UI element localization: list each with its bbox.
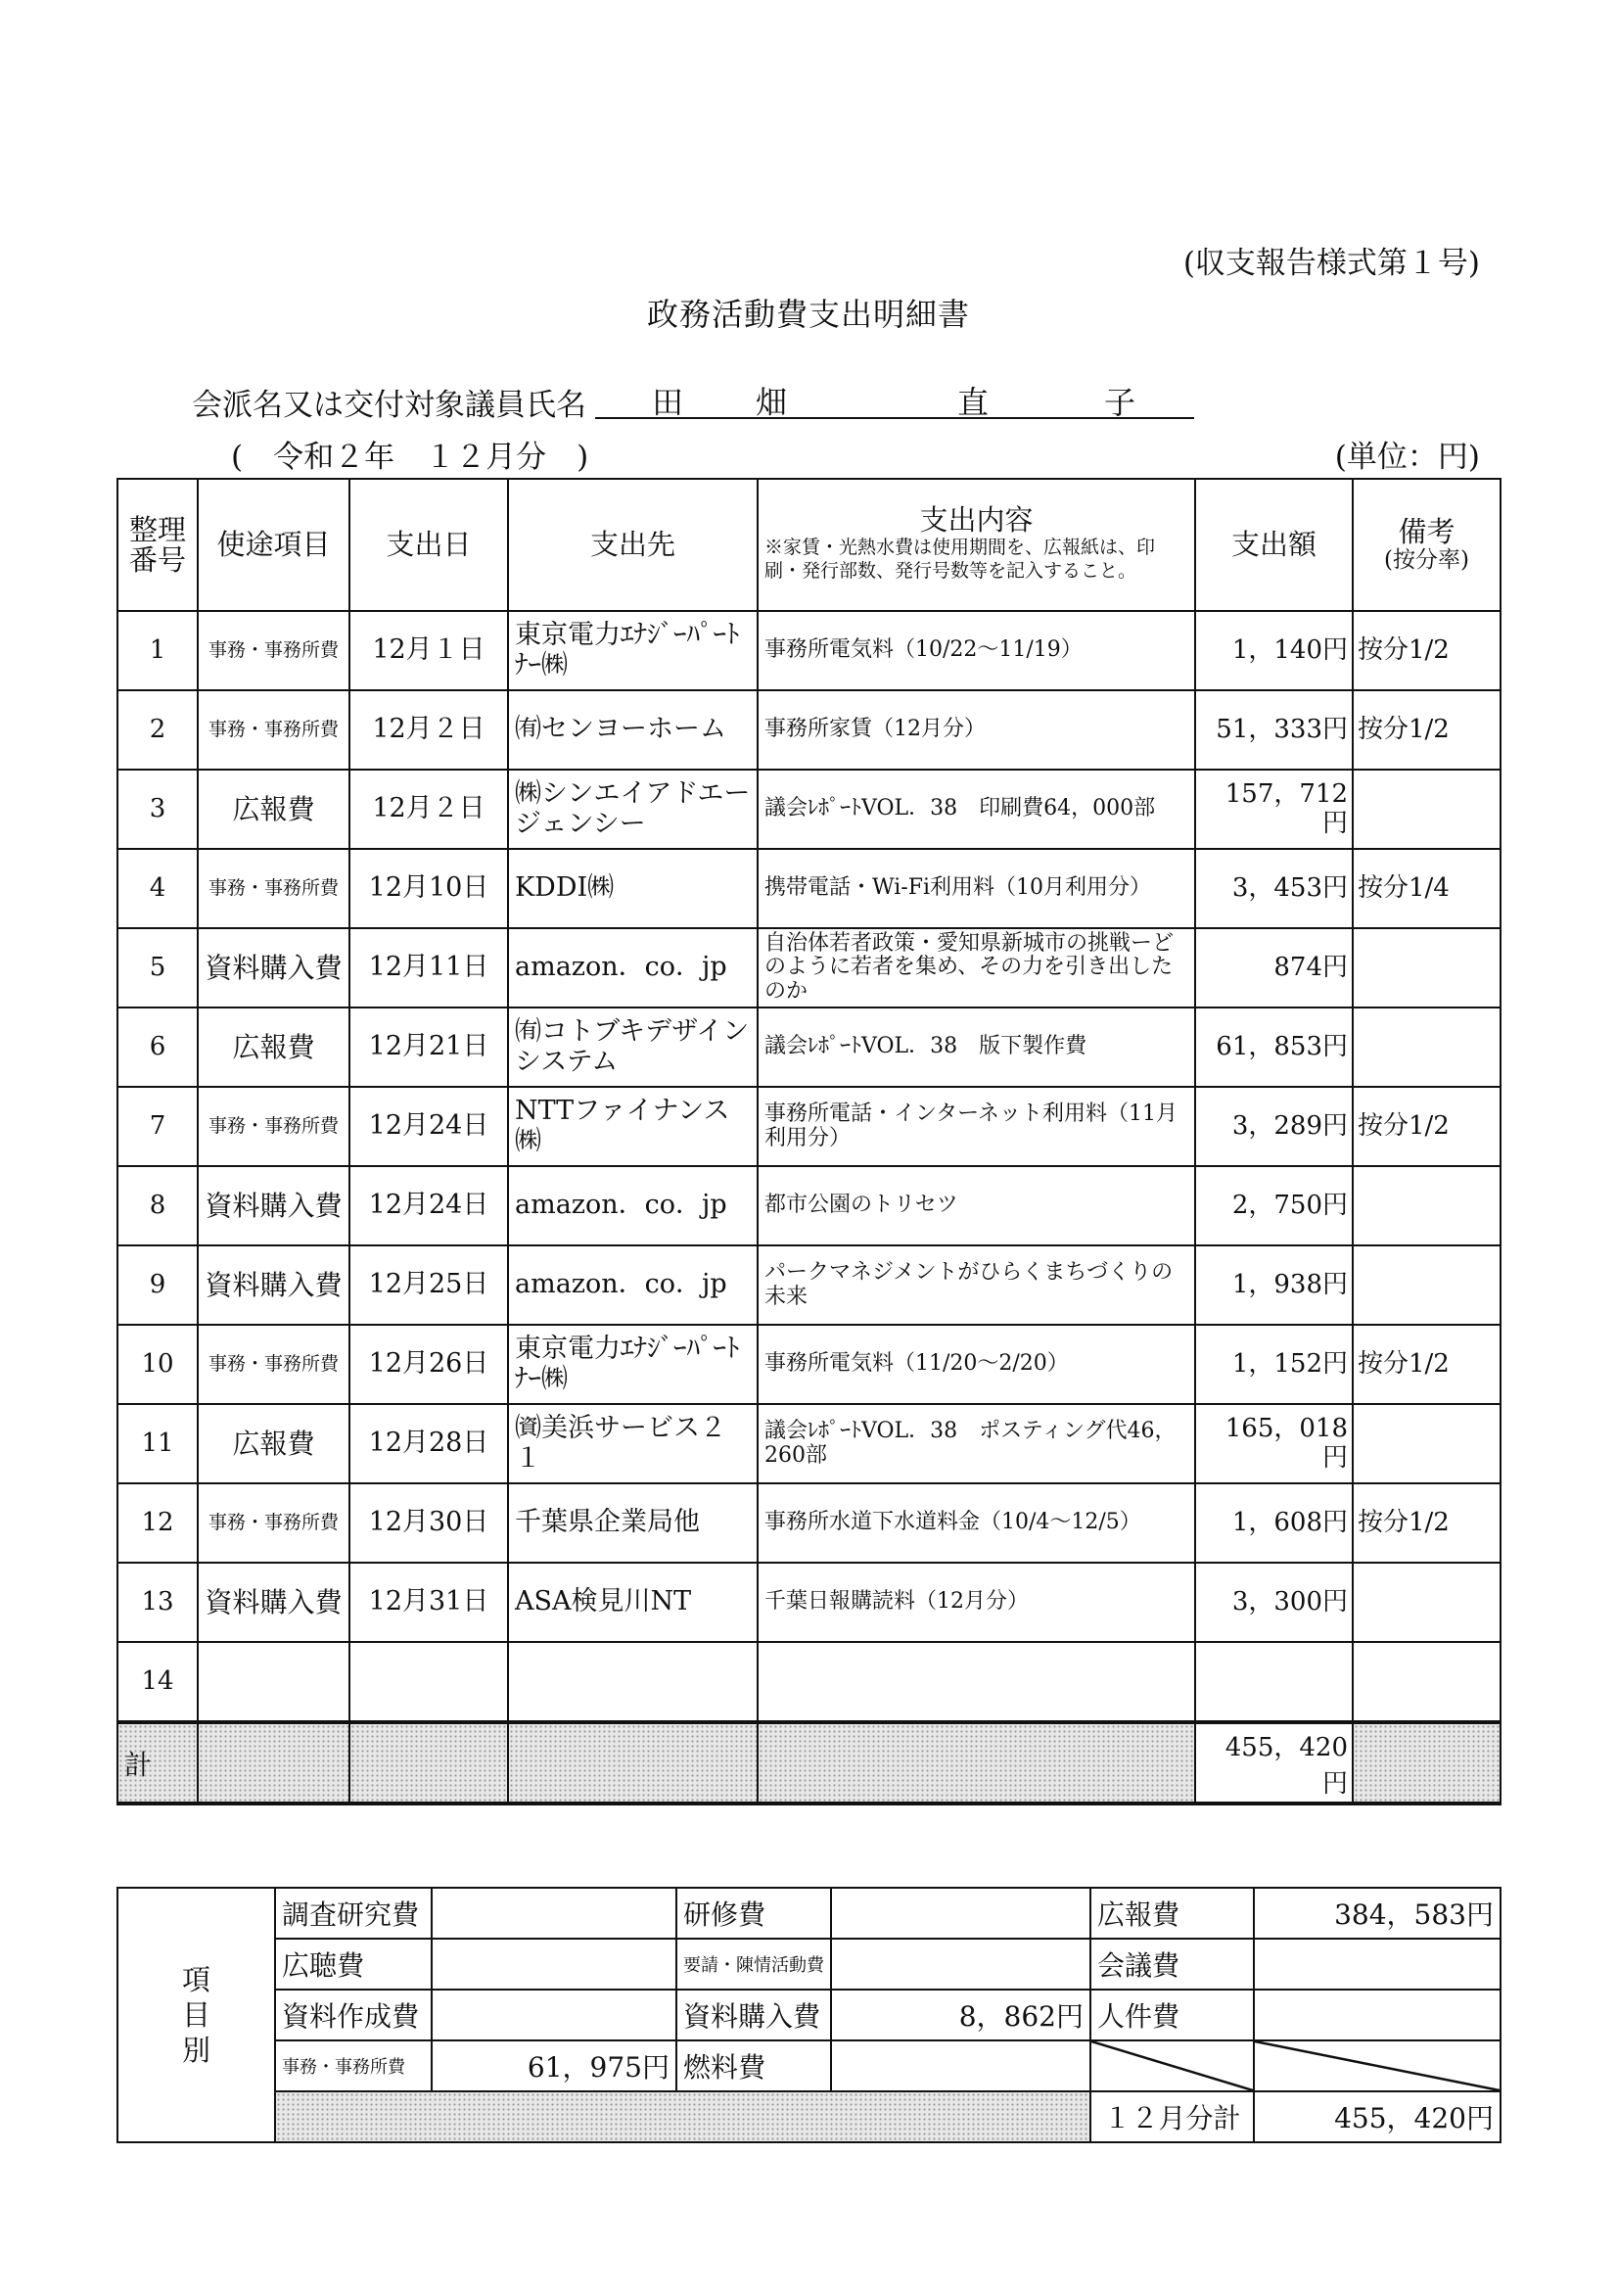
- row-note: [1353, 1642, 1501, 1722]
- row-number: 3: [117, 770, 198, 849]
- row-amount: [1195, 1642, 1353, 1722]
- shaded-cell: [1353, 1722, 1501, 1804]
- row-payee: KDDI㈱: [508, 849, 758, 928]
- name-char: 田: [652, 384, 684, 421]
- row-payee: amazon．co．jp: [508, 1245, 758, 1325]
- table-row: [117, 1404, 1501, 1483]
- row-note: 按分1/4: [1353, 849, 1501, 928]
- row-amount: 3，453円: [1195, 849, 1353, 928]
- row-payee: ㈾美浜サービス２１: [508, 1404, 758, 1483]
- summary-value: [831, 2040, 1090, 2091]
- table-row: [117, 770, 1501, 849]
- summary-value: [432, 1990, 676, 2040]
- row-category: 事務・事務所費: [198, 611, 349, 690]
- table-row: [117, 690, 1501, 770]
- row-note: 按分1/2: [1353, 1483, 1501, 1563]
- row-category: 広報費: [198, 1404, 349, 1483]
- category-summary-table: [116, 1887, 1502, 2143]
- row-payee: ㈲センヨーホーム: [508, 690, 758, 770]
- row-date: 12月28日: [349, 1404, 508, 1483]
- row-date: 12月30日: [349, 1483, 508, 1563]
- row-number: 14: [117, 1642, 198, 1722]
- row-amount: 2，750円: [1195, 1166, 1353, 1245]
- row-note: 按分1/2: [1353, 611, 1501, 690]
- diagonal-cell: [1254, 2040, 1501, 2091]
- row-number: 12: [117, 1483, 198, 1563]
- table-row: [117, 1325, 1501, 1404]
- side-char: 別: [181, 2034, 210, 2068]
- row-note: [1353, 770, 1501, 849]
- unit-label: (単位：円): [1334, 440, 1480, 475]
- summary-label: 資料購入費: [676, 1990, 831, 2040]
- row-content: 議会ﾚﾎﾟｰﾄVOL．38 ポスティング代46，260部: [758, 1404, 1195, 1483]
- table-row: [117, 928, 1501, 1007]
- row-note: [1353, 1404, 1501, 1483]
- name-char: 子: [1104, 384, 1136, 421]
- row-date: [349, 1642, 508, 1722]
- side-char: 項: [181, 1962, 210, 1996]
- row-category: 事務・事務所費: [198, 1483, 349, 1563]
- row-payee: ㈲コトブキデザインシステム: [508, 1007, 758, 1087]
- row-note: 按分1/2: [1353, 690, 1501, 770]
- summary-label: 資料作成費: [275, 1990, 432, 2040]
- table-row: [117, 849, 1501, 928]
- summary-value: [831, 1888, 1090, 1939]
- row-category: 資料購入費: [198, 1166, 349, 1245]
- row-date: 12月24日: [349, 1087, 508, 1166]
- row-number: 9: [117, 1245, 198, 1325]
- header-date: 支出日: [349, 479, 508, 611]
- header-category: 使途項目: [198, 479, 349, 611]
- summary-label: 人件費: [1090, 1990, 1254, 2040]
- row-date: 12月10日: [349, 849, 508, 928]
- row-payee: 千葉県企業局他: [508, 1483, 758, 1563]
- row-amount: 1，152円: [1195, 1325, 1353, 1404]
- row-amount: 1，938円: [1195, 1245, 1353, 1325]
- row-content: 議会ﾚﾎﾟｰﾄVOL．38 印刷費64，000部: [758, 770, 1195, 849]
- row-note: [1353, 1245, 1501, 1325]
- name-char: 直: [957, 384, 990, 421]
- summary-value: [1254, 1990, 1501, 2040]
- row-payee: amazon．co．jp: [508, 1166, 758, 1245]
- table-row: [117, 1245, 1501, 1325]
- row-date: 12月21日: [349, 1007, 508, 1087]
- row-number: 10: [117, 1325, 198, 1404]
- summary-value: [831, 1939, 1090, 1990]
- row-content: [758, 1642, 1195, 1722]
- row-content: 事務所電話・インターネット利用料（11月利用分）: [758, 1087, 1195, 1166]
- row-amount: 1，140円: [1195, 611, 1353, 690]
- summary-value: [1254, 1939, 1501, 1990]
- row-date: 12月26日: [349, 1325, 508, 1404]
- summary-label: 事務・事務所費: [275, 2040, 432, 2091]
- row-note: 按分1/2: [1353, 1325, 1501, 1404]
- row-payee: 東京電力ｴﾅｼﾞｰﾊﾟｰﾄﾅｰ㈱: [508, 611, 758, 690]
- summary-label: 会議費: [1090, 1939, 1254, 1990]
- summary-label: 研修費: [676, 1888, 831, 1939]
- shaded-cell: [349, 1722, 508, 1804]
- row-number: 6: [117, 1007, 198, 1087]
- summary-side-label: [117, 1888, 275, 2142]
- row-number: 8: [117, 1166, 198, 1245]
- row-content: 議会ﾚﾎﾟｰﾄVOL．38 版下製作費: [758, 1007, 1195, 1087]
- row-date: 12月31日: [349, 1563, 508, 1642]
- summary-value: 8，862円: [831, 1990, 1090, 2040]
- row-number: 7: [117, 1087, 198, 1166]
- row-amount: 51，333円: [1195, 690, 1353, 770]
- row-category: 資料購入費: [198, 1245, 349, 1325]
- row-payee: ASA検見川NT: [508, 1563, 758, 1642]
- row-date: 12月２日: [349, 770, 508, 849]
- table-row: [117, 1642, 1501, 1722]
- header-remarks: [1353, 479, 1501, 611]
- summary-value: 61，975円: [432, 2040, 676, 2091]
- row-payee: ㈱シンエイアドエージェンシー: [508, 770, 758, 849]
- row-date: 12月24日: [349, 1166, 508, 1245]
- row-number: 4: [117, 849, 198, 928]
- row-content: 自治体若者政策・愛知県新城市の挑戦ーどのように若者を集め、その力を引き出したのか: [758, 928, 1195, 1007]
- row-note: [1353, 1563, 1501, 1642]
- row-payee: amazon．co．jp: [508, 928, 758, 1007]
- table-row: [117, 1166, 1501, 1245]
- row-date: 12月25日: [349, 1245, 508, 1325]
- row-category: [198, 1642, 349, 1722]
- summary-value: [432, 1939, 676, 1990]
- row-content: 事務所家賃（12月分）: [758, 690, 1195, 770]
- header-payee: 支出先: [508, 479, 758, 611]
- diagonal-cell: [1090, 2040, 1254, 2091]
- table-row: [117, 1007, 1501, 1087]
- name-char: 畑: [756, 384, 788, 421]
- row-amount: 3，300円: [1195, 1563, 1353, 1642]
- row-number: 13: [117, 1563, 198, 1642]
- row-amount: 61，853円: [1195, 1007, 1353, 1087]
- row-category: 事務・事務所費: [198, 1325, 349, 1404]
- row-content: 事務所電気料（11/20～2/20）: [758, 1325, 1195, 1404]
- monthly-total-value: 455，420円: [1254, 2091, 1501, 2142]
- table-row: [117, 1483, 1501, 1563]
- row-amount: 157，712円: [1195, 770, 1353, 849]
- row-amount: 1，608円: [1195, 1483, 1353, 1563]
- side-char: 目: [181, 1997, 210, 2032]
- shaded-cell: [508, 1722, 758, 1804]
- document-title: 政務活動費支出明細書: [646, 296, 970, 333]
- header-number: 整理番号: [117, 479, 198, 611]
- row-note: [1353, 1007, 1501, 1087]
- summary-row: [117, 2091, 1501, 2142]
- row-payee: [508, 1642, 758, 1722]
- row-category: 事務・事務所費: [198, 690, 349, 770]
- row-number: 1: [117, 611, 198, 690]
- row-category: 事務・事務所費: [198, 849, 349, 928]
- summary-label: 広聴費: [275, 1939, 432, 1990]
- shaded-cell: [758, 1722, 1195, 1804]
- summary-row: [117, 1888, 1501, 1939]
- header-remarks-title: 備考: [1398, 514, 1455, 548]
- row-category: 資料購入費: [198, 928, 349, 1007]
- row-content: 千葉日報購読料（12月分）: [758, 1563, 1195, 1642]
- row-amount: 165，018円: [1195, 1404, 1353, 1483]
- row-note: [1353, 928, 1501, 1007]
- summary-value: [432, 1888, 676, 1939]
- summary-row: [117, 1939, 1501, 1990]
- member-name: [595, 378, 1194, 419]
- row-content: パークマネジメントがひらくまちづくりの未来: [758, 1245, 1195, 1325]
- report-period: ( 令和２年 １２月分 ): [231, 440, 589, 475]
- row-number: 5: [117, 928, 198, 1007]
- summary-label: 広報費: [1090, 1888, 1254, 1939]
- row-note: [1353, 1166, 1501, 1245]
- header-amount: 支出額: [1195, 479, 1353, 611]
- row-category: 事務・事務所費: [198, 1087, 349, 1166]
- shaded-cell: [275, 2091, 1090, 2142]
- row-content: 事務所水道下水道料金（10/4～12/5）: [758, 1483, 1195, 1563]
- total-label: 計: [117, 1722, 198, 1804]
- total-row: [117, 1722, 1501, 1804]
- row-payee: NTTファイナンス㈱: [508, 1087, 758, 1166]
- row-content: 携帯電話・Wi-Fi利用料（10月利用分）: [758, 849, 1195, 928]
- header-remarks-sub: (按分率): [1384, 546, 1469, 573]
- row-category: 広報費: [198, 770, 349, 849]
- summary-row: [117, 1990, 1501, 2040]
- row-date: 12月２日: [349, 690, 508, 770]
- header-content: [758, 479, 1195, 611]
- row-number: 2: [117, 690, 198, 770]
- summary-label: 調査研究費: [275, 1888, 432, 1939]
- row-category: 資料購入費: [198, 1563, 349, 1642]
- name-label: 会派名又は交付対象議員氏名: [192, 388, 586, 423]
- row-category: 広報費: [198, 1007, 349, 1087]
- summary-row: [117, 2040, 1501, 2091]
- row-amount: 3，289円: [1195, 1087, 1353, 1166]
- row-amount: 874円: [1195, 928, 1353, 1007]
- total-amount: 455，420円: [1195, 1722, 1353, 1804]
- summary-label: 燃料費: [676, 2040, 831, 2091]
- row-number: 11: [117, 1404, 198, 1483]
- row-content: 都市公園のトリセツ: [758, 1166, 1195, 1245]
- header-content-note: ※家賃・光熱水費は使用期間を、広報紙は、印刷・発行部数、発行号数等を記入すること。: [764, 537, 1156, 582]
- monthly-total-label: １２月分計: [1090, 2091, 1254, 2142]
- summary-label: 要請・陳情活動費: [676, 1939, 831, 1990]
- row-date: 12月11日: [349, 928, 508, 1007]
- row-date: 12月１日: [349, 611, 508, 690]
- shaded-cell: [198, 1722, 349, 1804]
- header-content-title: 支出内容: [919, 503, 1034, 538]
- table-row: [117, 611, 1501, 690]
- row-payee: 東京電力ｴﾅｼﾞｰﾊﾟｰﾄﾅｰ㈱: [508, 1325, 758, 1404]
- row-note: 按分1/2: [1353, 1087, 1501, 1166]
- form-number: (収支報告様式第１号): [1182, 246, 1480, 281]
- table-row: [117, 1563, 1501, 1642]
- row-content: 事務所電気料（10/22～11/19）: [758, 611, 1195, 690]
- summary-value: 384，583円: [1254, 1888, 1501, 1939]
- table-row: [117, 1087, 1501, 1166]
- expense-table: [116, 478, 1502, 1805]
- table-header-row: [117, 479, 1501, 611]
